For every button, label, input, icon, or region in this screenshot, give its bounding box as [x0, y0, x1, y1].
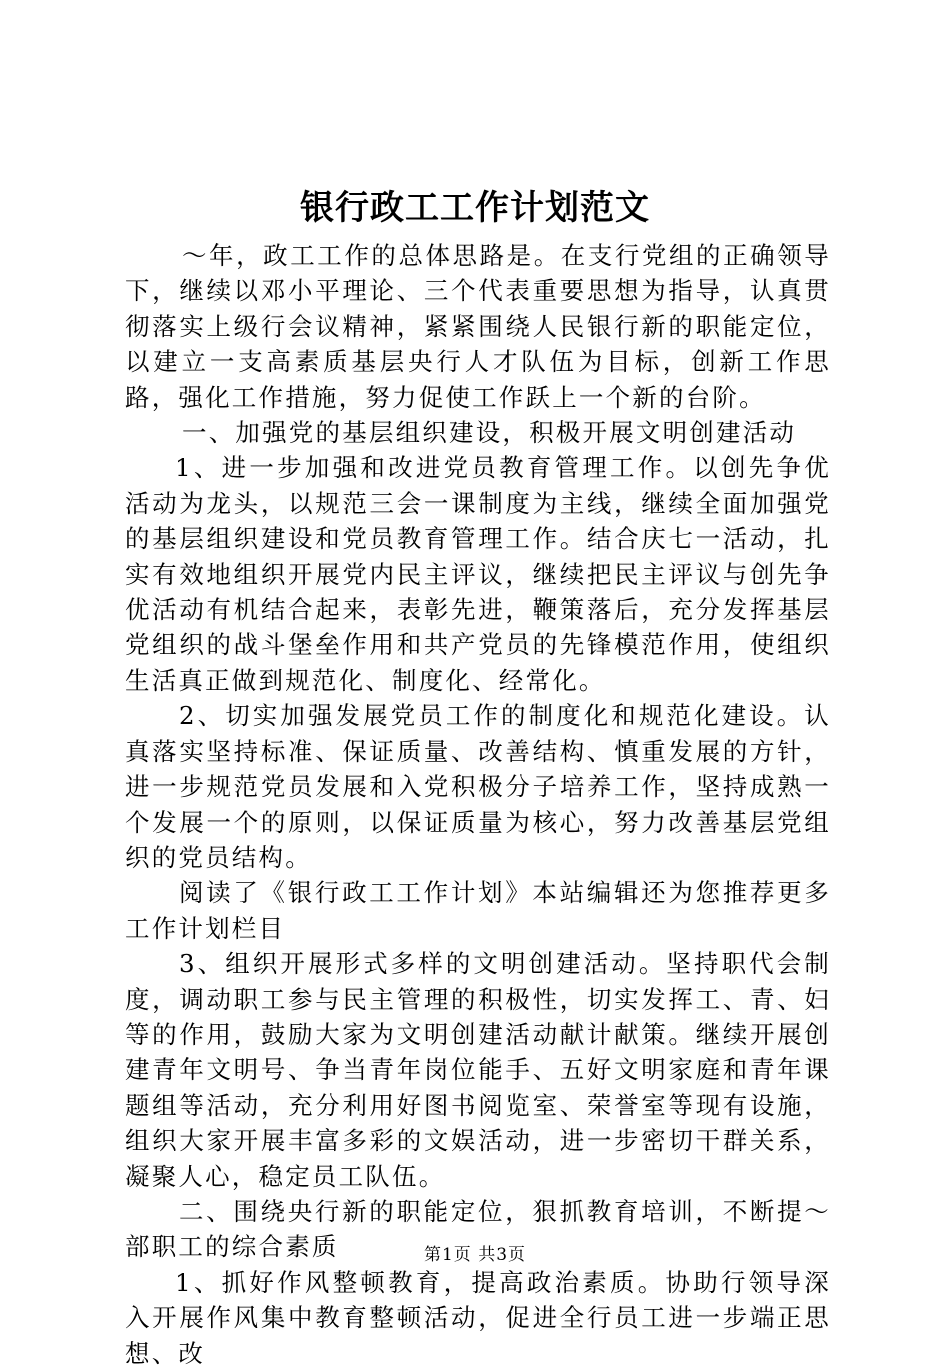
paragraph-item-1-1: 1、进一步加强和改进党员教育管理工作。以创先争优活动为龙头，以规范三会一课制度为主线，继续全面加强党的基层组织建设和党员教育管理工作。结合庆七一活动，扎实有效地组织开展党内民主评议，继续把民主评议与创先争优活动有机结合起来，表彰先进，鞭策落后，充分发挥基层党组织的战斗堡垒作用和共产党员的先锋模范作用，使组织生活真正做到规范化、制度化、经常化。 [125, 453, 831, 695]
page-footer: 第1页 共3页 [423, 1245, 527, 1265]
section-heading-2: 二、围绕央行新的职能定位，狠抓教育培训，不断提～部职工的综合素质 [125, 1196, 831, 1262]
paragraph-intro: ～年，政工工作的总体思路是。在支行党组的正确领导下，继续以邓小平理论、三个代表重要思想为指导，认真贯彻落实上级行会议精神，紧紧围绕人民银行新的职能定位，以建立一支高素质基层央行人才队伍为目标，创新工作思路，强化工作措施，努力促使工作跃上一个新的台阶。 [125, 241, 831, 412]
paragraph-item-1-3: 3、组织开展形式多样的文明创建活动。坚持职代会制度，调动职工参与民主管理的积极性，切实发挥工、青、妇等的作用，鼓励大家为文明创建活动献计献策。继续开展创建青年文明号、争当青年岗位能手、五好文明家庭和青年课题组等活动，充分利用好图书阅览室、荣誉室等现有设施，组织大家开展丰富多彩的文娱活动，进一步密切干群关系，凝聚人心，稳定员工队伍。 [125, 949, 831, 1191]
paragraph-recommendation: 阅读了《银行政工工作计划》本站编辑还为您推荐更多工作计划栏目 [125, 878, 831, 943]
document-title: 银行政工工作计划范文 [300, 188, 650, 228]
section-heading-1: 一、加强党的基层组织建设，积极开展文明创建活动 [182, 418, 797, 448]
document-body [125, 238, 831, 1371]
paragraph-item-2-1: 1、抓好作风整顿教育，提高政治素质。协助行领导深入开展作风集中教育整顿活动，促进全行员工进一步端正思想、改 [125, 1267, 831, 1368]
paragraph-item-1-2: 2、切实加强发展党员工作的制度化和规范化建设。认真落实坚持标准、保证质量、改善结构、慎重发展的方针，进一步规范党员发展和入党积极分子培养工作，坚持成熟一个发展一个的原则，以保证质量为核心，努力改善基层党组织的党员结构。 [125, 701, 831, 872]
